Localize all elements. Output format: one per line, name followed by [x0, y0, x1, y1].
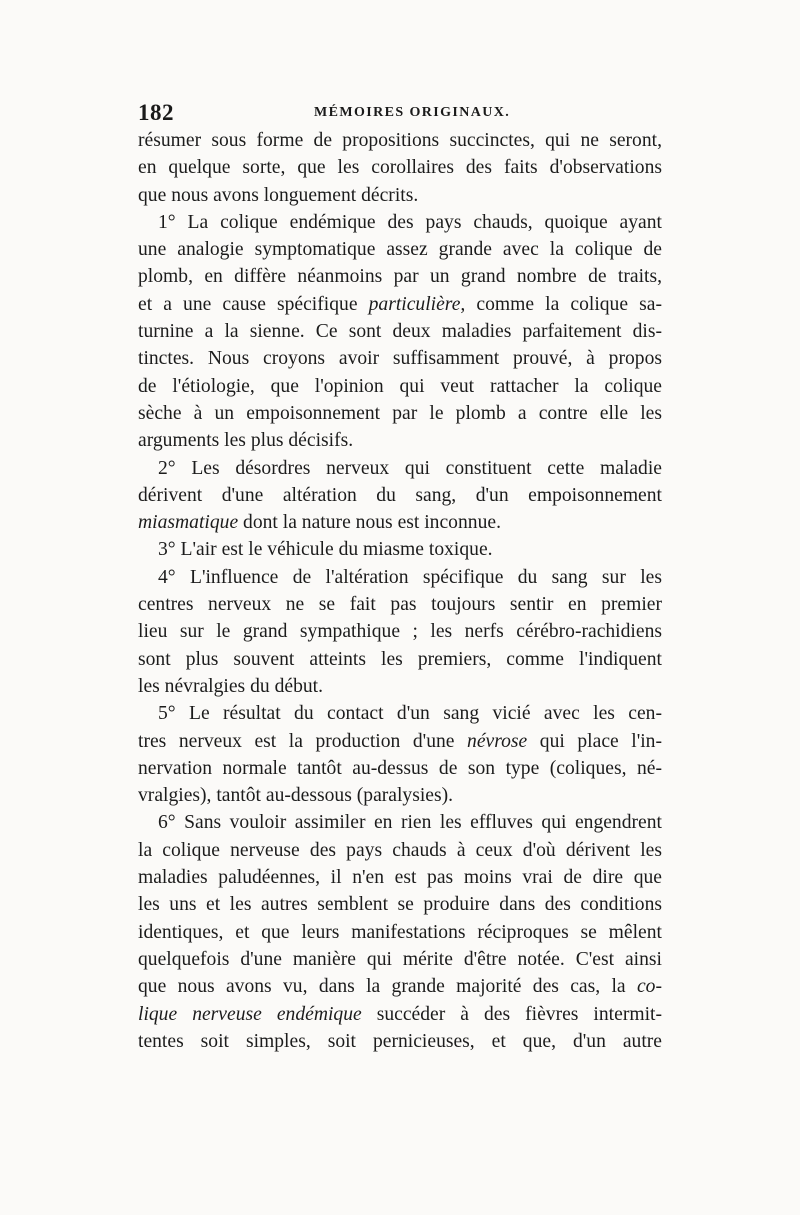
text-line: la colique nerveuse des pays chauds à ceux d'où dérivent les: [138, 839, 662, 861]
text-line: 6° Sans vouloir assimiler en rien les effluves qui engendrent: [158, 812, 662, 834]
text-line: 4° L'influence de l'altération spécifique du sang sur les: [158, 566, 662, 588]
italic-term: co-: [636, 976, 662, 998]
italic-term: miasmatique: [138, 512, 239, 534]
text-segment: succéder à des fièvres intermit-: [361, 1003, 662, 1025]
text-segment: tres nerveux est la production d'une: [138, 730, 468, 752]
text-segment: comme la colique sa-: [465, 293, 662, 315]
page-header: [138, 100, 662, 126]
text-line: 1° La colique endémique des pays chauds, quoique ayant: [158, 211, 662, 233]
text-line: que nous avons longuement décrits.: [138, 184, 419, 206]
italic-term: lique nerveuse endémique: [138, 1003, 362, 1025]
text-line: identiques, et que leurs manifestations réciproques se mêlent: [138, 921, 662, 943]
text-line: [138, 509, 662, 536]
text-segment: dont la nature nous est inconnue.: [238, 512, 501, 534]
running-title: MÉMOIRES ORIGINAUX.: [314, 105, 511, 120]
text-line: quelquefois d'une manière qui mérite d'être notée. C'est ainsi: [138, 948, 662, 970]
text-line: [138, 1001, 662, 1028]
text-line: les uns et les autres semblent se produire dans des conditions: [138, 894, 662, 916]
text-line: les névralgies du début.: [138, 675, 324, 697]
text-line: sont plus souvent atteints les premiers, comme l'indiquent: [138, 648, 662, 670]
text-line: [138, 973, 662, 1000]
text-segment: et a une cause spécifique: [138, 293, 369, 315]
text-line: centres nerveux ne se fait pas toujours sentir en premier: [138, 594, 662, 616]
text-line: dérivent d'une altération du sang, d'un empoisonnement: [138, 484, 662, 506]
text-line: plomb, en diffère néanmoins par un grand nombre de traits,: [138, 266, 662, 288]
text-line: vralgies), tantôt au-dessous (paralysies).: [138, 785, 454, 807]
text-line: 5° Le résultat du contact d'un sang vicié avec les cen-: [158, 703, 662, 725]
text-line: résumer sous forme de propositions succinctes, qui ne seront,: [138, 130, 662, 151]
body-text: [138, 127, 662, 1055]
text-line: une analogie symptomatique assez grande avec la colique de: [138, 239, 662, 261]
text-line: tentes soit simples, soit pernicieuses, et que, d'un autre: [138, 1030, 662, 1052]
text-line: nervation normale tantôt au-dessus de son type (coliques, né-: [138, 757, 662, 779]
text-line: sèche à un empoisonnement par le plomb a contre elle les: [138, 402, 662, 424]
text-segment: que nous avons vu, dans la grande majorité des cas, la: [138, 976, 637, 998]
text-line: [138, 291, 662, 318]
text-line: 3° L'air est le véhicule du miasme toxique.: [158, 539, 493, 561]
text-line: arguments les plus décisifs.: [138, 430, 354, 452]
italic-term: névrose: [467, 730, 528, 752]
text-line: en quelque sorte, que les corollaires des faits d'observations: [138, 157, 662, 179]
text-line: 2° Les désordres nerveux qui constituent cette maladie: [158, 457, 662, 479]
text-segment: qui place l'in-: [527, 730, 662, 752]
text-line: lieu sur le grand sympathique ; les nerfs cérébro-rachidiens: [138, 621, 662, 643]
text-line: de l'étiologie, que l'opinion qui veut rattacher la colique: [138, 375, 662, 397]
page-number: 182: [138, 100, 174, 125]
text-line: [138, 728, 662, 755]
text-line: tinctes. Nous croyons avoir suffisamment prouvé, à propos: [138, 348, 662, 370]
text-line: turnine a la sienne. Ce sont deux maladies parfaitement dis-: [138, 321, 662, 343]
italic-term: particulière,: [368, 293, 466, 315]
text-line: maladies paludéennes, il n'en est pas moins vrai de dire que: [138, 867, 662, 889]
